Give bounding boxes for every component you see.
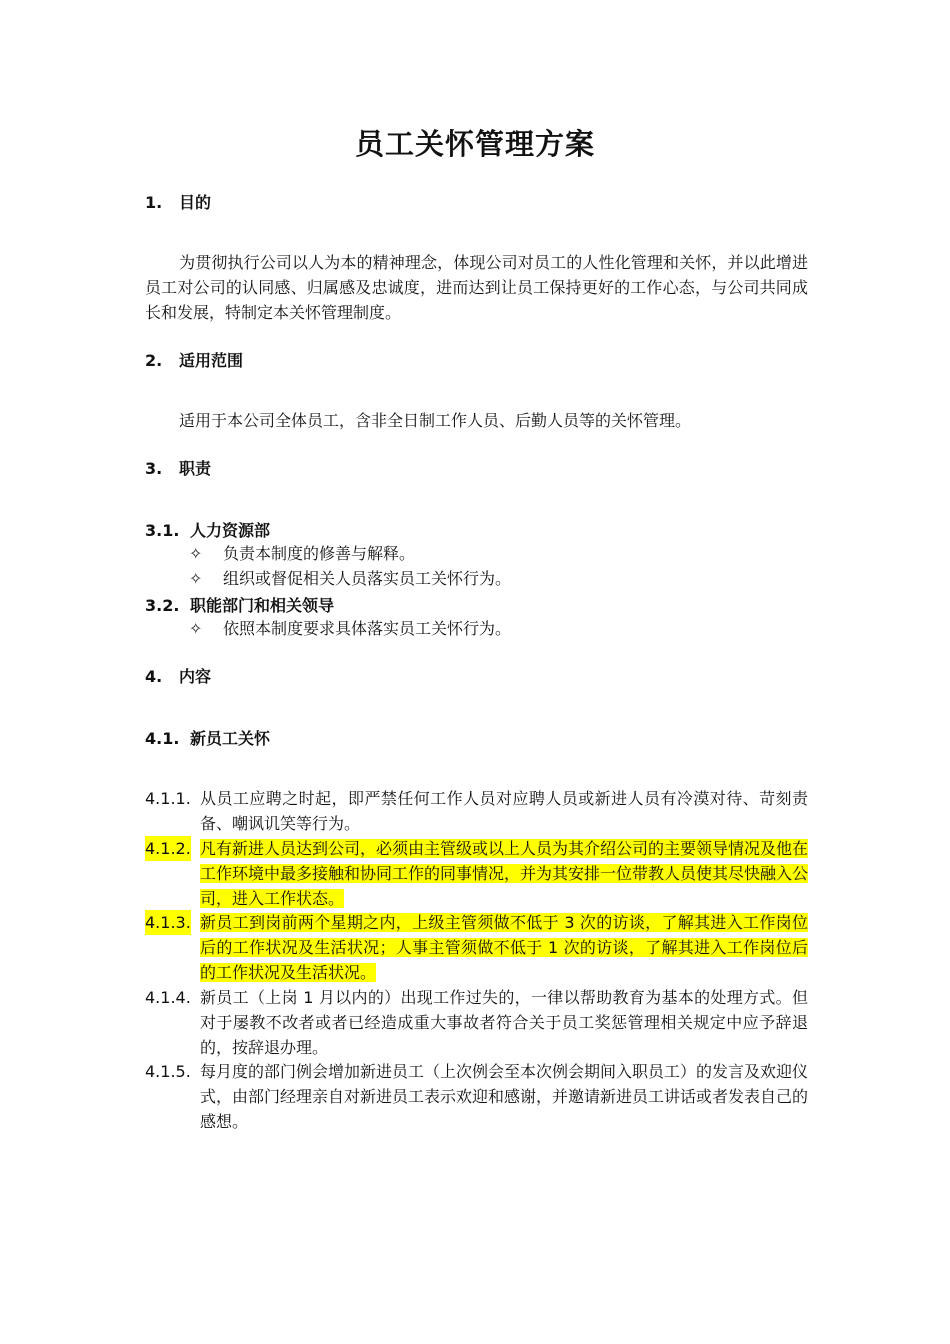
subsection-title: 人力资源部 (190, 521, 271, 540)
purpose-text: 为贯彻执行公司以人为本的精神理念，体现公司对员工的人性化管理和关怀，并以此增进员工对公司的认同感、归属感及忠诚度，进而达到让员工保持更好的工作心态，与公司共同成长和发展，特制定本关怀管理制度。 (145, 253, 808, 322)
numbered-item-4-1-5 (145, 1059, 808, 1134)
section-title: 内容 (179, 667, 212, 686)
item-number: 4.1.4. (145, 988, 191, 1007)
section-number: 2. (145, 351, 163, 370)
section-title: 目的 (179, 193, 212, 212)
numbered-item-4-1-1 (145, 786, 808, 836)
section-number: 4. (145, 667, 163, 686)
subsection-heading-hr (145, 518, 270, 541)
numbered-item-4-1-3 (145, 910, 808, 985)
section-title: 职责 (179, 459, 212, 478)
purpose-paragraph (145, 250, 808, 325)
scope-paragraph (145, 408, 808, 433)
subsection-heading-new-employee (145, 726, 270, 749)
item-text: 每月度的部门例会增加新进员工（上次例会至本次例会期间入职员工）的发言及欢迎仪式，由部门经理亲自对新进员工表示欢迎和感谢，并邀请新进员工讲话或者发表自己的感想。 (200, 1062, 809, 1131)
section-heading-responsibilities (145, 456, 211, 479)
bullet-icon: ✧ (189, 544, 203, 563)
subsection-number: 3.1. (145, 521, 180, 540)
document-title: 员工关怀管理方案 (354, 127, 595, 161)
list-item-text: 依照本制度要求具体落实员工关怀行为。 (223, 619, 512, 638)
section-number: 3. (145, 459, 163, 478)
section-heading-scope (145, 348, 243, 371)
item-text-highlighted: 凡有新进人员达到公司，必须由主管级或以上人员为其介绍公司的主要领导情况及他在工作环境中最多接触和协同工作的同事情况，并为其安排一位带教人员使其尽快融入公司，进入工作状态。 (200, 839, 809, 908)
section-heading-content (145, 664, 211, 687)
list-item (189, 616, 511, 641)
item-text: 从员工应聘之时起，即严禁任何工作人员对应聘人员或新进人员有冷漠对待、苛刻责备、嘲讽讥笑等行为。 (200, 789, 808, 833)
section-heading-purpose (145, 190, 211, 213)
subsection-heading-departments (145, 593, 334, 616)
subsection-title: 新员工关怀 (190, 729, 271, 748)
section-title: 适用范围 (179, 351, 244, 370)
item-text: 新员工（上岗 1 月以内的）出现工作过失的，一律以帮助教育为基本的处理方式。但对于屡教不改者或者已经造成重大事故者符合关于员工奖惩管理相关规定中应予辞退的，按辞退办理。 (200, 988, 808, 1057)
list-item (189, 566, 511, 591)
item-number: 4.1.3. (145, 910, 191, 935)
section-number: 1. (145, 193, 163, 212)
item-number: 4.1.2. (145, 836, 191, 861)
scope-text: 适用于本公司全体员工，含非全日制工作人员、后勤人员等的关怀管理。 (179, 411, 692, 430)
subsection-number: 4.1. (145, 729, 180, 748)
item-text-highlighted: 新员工到岗前两个星期之内，上级主管须做不低于 3 次的访谈，了解其进入工作岗位后的工作状况及生活状况；人事主管须做不低于 1 次的访谈，了解其进入工作岗位后的工作状况及生活状况。 (200, 913, 808, 982)
numbered-item-4-1-4 (145, 985, 808, 1060)
subsection-title: 职能部门和相关领导 (190, 596, 335, 615)
list-item-text: 组织或督促相关人员落实员工关怀行为。 (223, 569, 512, 588)
bullet-icon: ✧ (189, 569, 203, 588)
item-number: 4.1.5. (145, 1062, 191, 1081)
subsection-number: 3.2. (145, 596, 180, 615)
list-item (189, 541, 415, 566)
numbered-item-4-1-2 (145, 836, 808, 911)
bullet-icon: ✧ (189, 619, 203, 638)
list-item-text: 负责本制度的修善与解释。 (223, 544, 416, 563)
item-number: 4.1.1. (145, 789, 191, 808)
